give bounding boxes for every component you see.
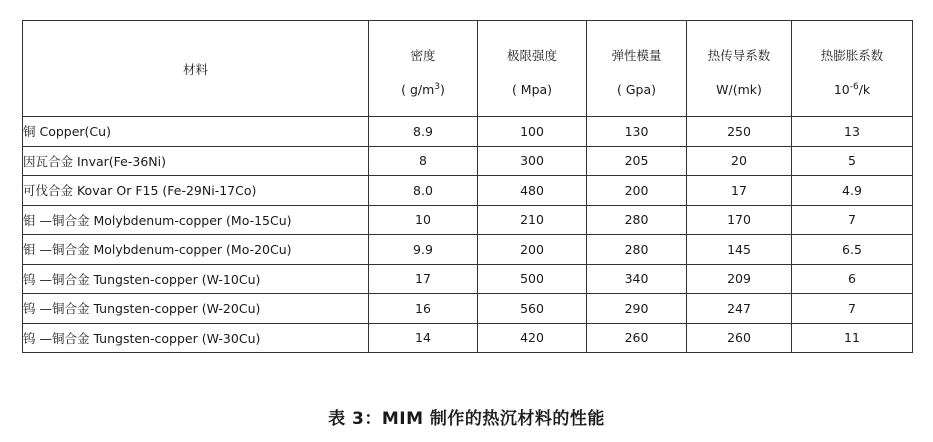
table-caption: 表 3：MIM 制作的热沉材料的性能 (328, 409, 605, 429)
density-cell: 8.0 (369, 176, 478, 206)
modulus-cell: 280 (587, 205, 687, 235)
header-material (23, 21, 369, 117)
header-density-label: 密度 (410, 47, 436, 63)
modulus-cell: 280 (587, 235, 687, 265)
header-density-unit: ( $g/m^3$) (401, 81, 445, 97)
table-row (23, 323, 913, 353)
strength-cell: 480 (478, 176, 587, 206)
density-cell: 8 (369, 146, 478, 176)
header-density (369, 21, 478, 117)
density-cell: 16 (369, 294, 478, 324)
table-row (23, 235, 913, 265)
density-cell: 14 (369, 323, 478, 353)
strength-cell: 300 (478, 146, 587, 176)
material-cell: 因瓦合金 Invar(Fe-36Ni) (23, 146, 369, 176)
header-row (23, 21, 913, 117)
expansion-cell: 6 (792, 264, 913, 294)
density-cell: 17 (369, 264, 478, 294)
strength-cell: 200 (478, 235, 587, 265)
material-properties-table (22, 20, 913, 353)
conductivity-cell: 20 (687, 146, 792, 176)
density-cell: 8.9 (369, 117, 478, 147)
density-cell: 9.9 (369, 235, 478, 265)
strength-cell: 420 (478, 323, 587, 353)
header-modulus (587, 21, 687, 117)
table-row (23, 176, 913, 206)
conductivity-cell: 260 (687, 323, 792, 353)
header-modulus-unit: ( Gpa) (616, 81, 656, 97)
table-row (23, 117, 913, 147)
header-conductivity (687, 21, 792, 117)
material-cell: 可伐合金 Kovar Or F15 (Fe-29Ni-17Co) (23, 176, 369, 206)
header-strength (478, 21, 587, 117)
material-cell: 铜 Copper(Cu) (23, 117, 369, 147)
expansion-cell: 13 (792, 117, 913, 147)
header-expansion (792, 21, 913, 117)
table-row (23, 146, 913, 176)
expansion-cell: 6.5 (792, 235, 913, 265)
conductivity-cell: 209 (687, 264, 792, 294)
modulus-cell: 205 (587, 146, 687, 176)
material-cell: 钼 —铜合金 Molybdenum-copper (Mo-20Cu) (23, 235, 369, 265)
modulus-cell: 200 (587, 176, 687, 206)
table-row (23, 205, 913, 235)
strength-cell: 100 (478, 117, 587, 147)
header-material-label: 材料 (182, 61, 208, 77)
header-expansion-unit: $10^{-6}/k$ (833, 81, 871, 97)
strength-cell: 500 (478, 264, 587, 294)
modulus-cell: 260 (587, 323, 687, 353)
header-conductivity-unit: W/(mk) (716, 81, 762, 97)
table-row (23, 264, 913, 294)
conductivity-cell: 247 (687, 294, 792, 324)
material-cell: 钨 —铜合金 Tungsten-copper (W-30Cu) (23, 323, 369, 353)
modulus-cell: 290 (587, 294, 687, 324)
material-cell: 钼 —铜合金 Molybdenum-copper (Mo-15Cu) (23, 205, 369, 235)
conductivity-cell: 250 (687, 117, 792, 147)
expansion-cell: 4.9 (792, 176, 913, 206)
modulus-cell: 130 (587, 117, 687, 147)
header-modulus-label: 弹性模量 (611, 47, 662, 63)
expansion-cell: 7 (792, 205, 913, 235)
expansion-cell: 11 (792, 323, 913, 353)
strength-cell: 210 (478, 205, 587, 235)
conductivity-cell: 145 (687, 235, 792, 265)
strength-cell: 560 (478, 294, 587, 324)
material-cell: 钨 —铜合金 Tungsten-copper (W-20Cu) (23, 294, 369, 324)
table-row (23, 294, 913, 324)
header-strength-unit: ( Mpa) (511, 81, 553, 97)
expansion-cell: 5 (792, 146, 913, 176)
modulus-cell: 340 (587, 264, 687, 294)
conductivity-cell: 17 (687, 176, 792, 206)
material-cell: 钨 —铜合金 Tungsten-copper (W-10Cu) (23, 264, 369, 294)
density-cell: 10 (369, 205, 478, 235)
header-expansion-label: 热膨胀系数 (820, 47, 884, 63)
expansion-cell: 7 (792, 294, 913, 324)
header-conductivity-label: 热传导系数 (707, 47, 771, 63)
header-strength-label: 极限强度 (506, 47, 557, 63)
conductivity-cell: 170 (687, 205, 792, 235)
